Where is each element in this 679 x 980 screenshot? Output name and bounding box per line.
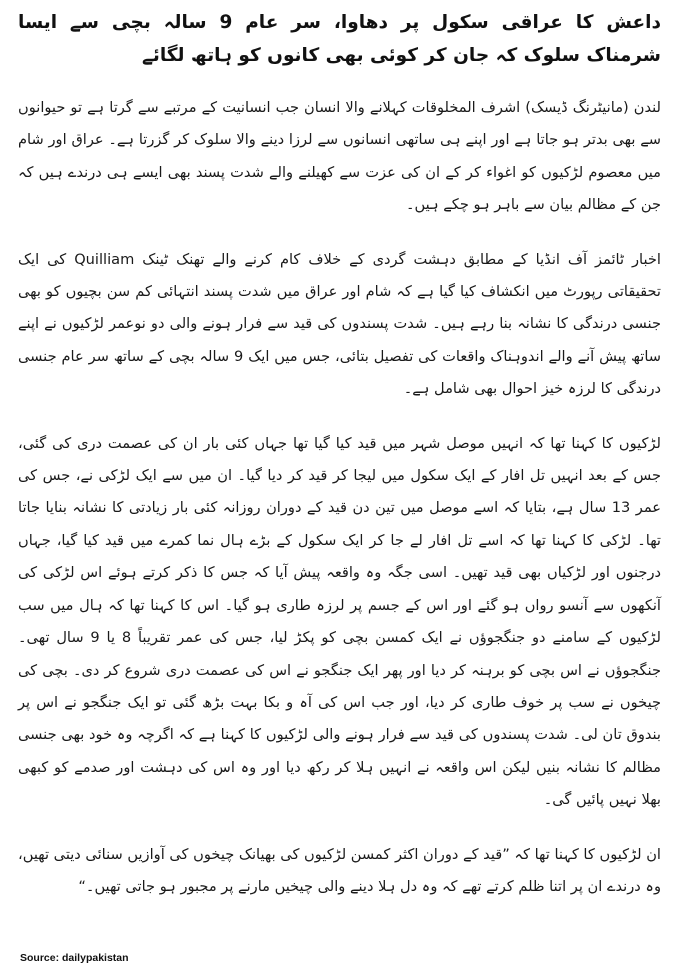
article-headline: داعش کا عراقی سکول پر دھاوا، سر عام 9 سالہ بچی سے ایسا شرمناک سلوک کہ جان کر کوئی بھی کانوں کو ہاتھ لگائے xyxy=(18,12,662,66)
source-credit: Source: dailypakistan xyxy=(20,952,129,964)
article-paragraph-2: اخبار ٹائمز آف انڈیا کے مطابق دہشت گردی کے خلاف کام کرنے والے تھنک ٹینک Quilliam کی ایک تحقیقاتی رپورٹ میں انکشاف کیا گیا ہے کہ شام اور عراق میں شدت پسند انتہائی کم سن بچیوں کو بھی جنسی درندگی کا نشانہ بنا رہے ہیں۔ شدت پسندوں کی قید سے فرار ہونے والی دو نوعمر لڑکیوں نے اپنے ساتھ پیش آنے والے اندوہناک واقعات کی تفصیل بتائی، جس میں ایک 9 سالہ بچی کے ساتھ سر عام جنسی درندگی کا لرزہ خیز احوال بھی شامل ہے۔ xyxy=(18,250,661,398)
article-paragraph-3: لڑکیوں کا کہنا تھا کہ انہیں موصل شہر میں قید کیا گیا تھا جہاں کئی بار ان کی عصمت دری کی گئی، جس کے بعد انہیں تل افار کے ایک سکول میں لیجا کر قید کر دیا گیا۔ ان میں سے ایک لڑکی نے، جس کی عمر 13 سال ہے، بتایا کہ اسے موصل میں تین دن قید کے دوران روزانہ کئی بار زیادتی کا نشانہ بنایا جاتا تھا۔ لڑکی کا کہنا تھا کہ اسے تل افار لے جا کر ایک سکول کے بڑے ہال نما کمرے میں قید کیا گیا، جہاں درجنوں اور لڑکیاں بھی قید تھیں۔ اسی جگہ وہ واقعہ پیش آیا کہ جس کا ذکر کرتے ہوئے اس لڑکی کی آنکھوں سے آنسو رواں ہو گئے اور اس کے جسم پر لرزہ طاری ہو گیا۔ اس کا کہنا تھا کہ ہال میں سب لڑکیوں کے سامنے دو جنگجوؤں نے ایک کمسن بچی کو پکڑ لیا، جس کی عمر تقریباً 8 یا 9 سال تھی۔ جنگجوؤں نے اس بچی کو برہنہ کر دیا اور پھر ایک جنگجو نے اس کی عصمت دری شروع کر دی۔ بچی کی چیخوں نے سب پر خوف طاری کر دیا، اور جب اس کی آہ و بکا بہت بڑھ گئی تو ایک جنگجو نے اس پر بندوق تان لی۔ شدت پسندوں کی قید سے فرار ہونے والی لڑکیوں کا کہنا ہے کہ اگرچہ وہ خود بھی جنسی مظالم کا نشانہ بنیں لیکن اس واقعہ نے انہیں ہلا کر رکھ دیا اور وہ اس کی دہشت اور صدمے کو کبھی بھلا نہیں پائیں گی۔ xyxy=(18,434,661,809)
article-paragraph-4: ان لڑکیوں کا کہنا تھا کہ ”قید کے دوران اکثر کمسن لڑکیوں کی بھیانک چیخوں کی آوازیں سنائی دیتی تھیں، وہ درندے ان پر اتنا ظلم کرتے تھے کہ وہ دل ہلا دینے والی چیخیں مارنے پر مجبور ہو جاتی تھیں۔“ xyxy=(18,845,661,895)
article-paragraph-1: لندن (مانیٹرنگ ڈیسک) اشرف المخلوقات کہلانے والا انسان جب انسانیت کے مرتبے سے گرتا ہے تو حیوانوں سے بھی بدتر ہو جاتا ہے اور اپنے ہی ساتھی انسانوں سے لرزا دینے والا سلوک کر گزرتا ہے۔ عراق اور شام میں معصوم لڑکیوں کو اغواء کر کے ان کی عزت سے کھیلنے والے شدت پسند بھی ایسے ہی درندے ہیں کہ جن کے مظالم بیان سے باہر ہو چکے ہیں۔ xyxy=(18,99,661,214)
